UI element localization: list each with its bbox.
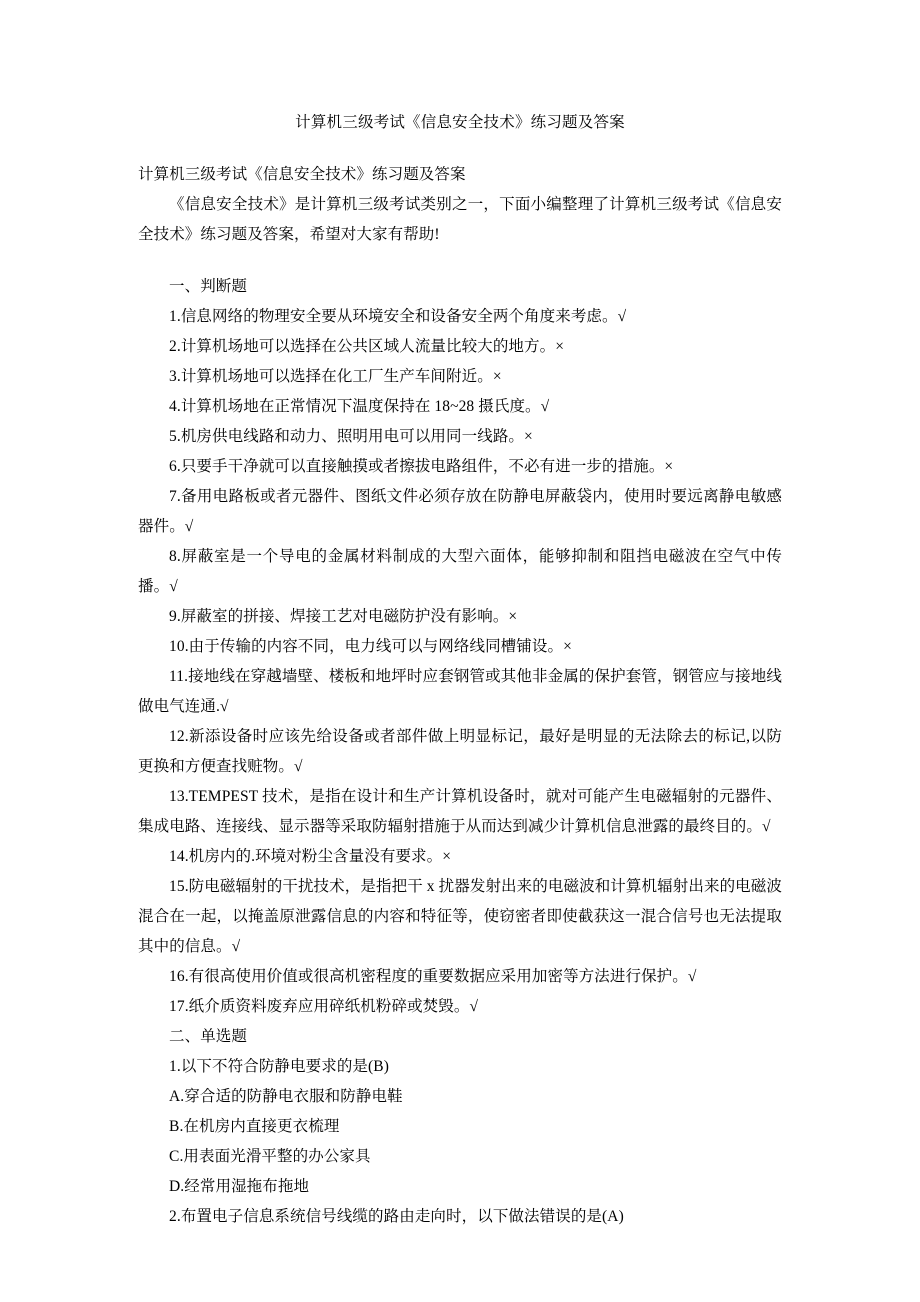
choice-option: A.穿合适的防静电衣服和防静电鞋: [169, 1088, 403, 1105]
question-item: 17.纸介质资料废弃应用碎纸机粉碎或焚毁。√: [169, 998, 479, 1015]
section-heading-true-false: 一、判断题: [169, 278, 248, 295]
question-item: 2.计算机场地可以选择在公共区域人流量比较大的地方。×: [169, 338, 565, 355]
question-item: 2.布置电子信息系统信号线缆的路由走向时，以下做法错误的是(A): [169, 1208, 624, 1225]
question-item: 11.接地线在穿越墙壁、楼板和地坪时应套钢管或其他非金属的保护套管，钢管应与接地线做电气连通.√: [138, 668, 782, 715]
question-item: 16.有很高使用价值或很高机密程度的重要数据应采用加密等方法进行保护。√: [169, 968, 697, 985]
question-item: 6.只要手干净就可以直接触摸或者擦拔电路组件，不必有进一步的措施。×: [169, 458, 674, 475]
question-item: 10.由于传输的内容不同，电力线可以与网络线同槽铺设。×: [169, 638, 572, 655]
question-item: 8.屏蔽室是一个导电的金属材料制成的大型六面体，能够抑制和阻挡电磁波在空气中传播。√: [138, 548, 782, 595]
question-item: 13.TEMPEST 技术，是指在设计和生产计算机设备时，就对可能产生电磁辐射的元器件、集成电路、连接线、显示器等采取防辐射措施于从而达到减少计算机信息泄露的最终目的。√: [138, 788, 782, 835]
intro-lead-paragraph: 《信息安全技术》是计算机三级考试类别之一，下面小编整理了计算机三级考试《信息安全技术》练习题及答案，希望对大家有帮助!: [138, 196, 782, 243]
page-title: 计算机三级考试《信息安全技术》练习题及答案: [295, 114, 625, 131]
question-item: 1.以下不符合防静电要求的是(B): [169, 1058, 389, 1075]
question-item: 12.新添设备时应该先给设备或者部件做上明显标记，最好是明显的无法除去的标记,以防更换和方便查找赃物。√: [138, 728, 782, 775]
question-item: 7.备用电路板或者元器件、图纸文件必须存放在防静电屏蔽袋内，使用时要远离静电敏感器件。√: [138, 488, 782, 535]
choice-option: C.用表面光滑平整的办公家具: [169, 1148, 371, 1165]
question-item: 4.计算机场地在正常情况下温度保持在 18~28 摄氏度。√: [169, 398, 550, 415]
question-item: 1.信息网络的物理安全要从环境安全和设备安全两个角度来考虑。√: [169, 308, 627, 325]
section-heading-single-choice: 二、单选题: [169, 1028, 248, 1045]
question-item: 3.计算机场地可以选择在化工厂生产车间附近。×: [169, 368, 502, 385]
intro-heading-line: 计算机三级考试《信息安全技术》练习题及答案: [138, 166, 466, 183]
document-body: [138, 108, 782, 1232]
question-item: 5.机房供电线路和动力、照明用电可以用同一线路。×: [169, 428, 533, 445]
choice-option: B.在机房内直接更衣梳理: [169, 1118, 340, 1135]
question-item: 9.屏蔽室的拼接、焊接工艺对电磁防护没有影响。×: [169, 608, 518, 625]
choice-option: D.经常用湿拖布拖地: [169, 1178, 310, 1195]
question-item: 15.防电磁辐射的干扰技术，是指把干 x 扰器发射出来的电磁波和计算机辐射出来的电磁波混合在一起，以掩盖原泄露信息的内容和特征等，使窃密者即使截获这一混合信号也无法提取其中的信息。√: [138, 878, 782, 955]
question-item: 14.机房内的.环境对粉尘含量没有要求。×: [169, 848, 452, 865]
